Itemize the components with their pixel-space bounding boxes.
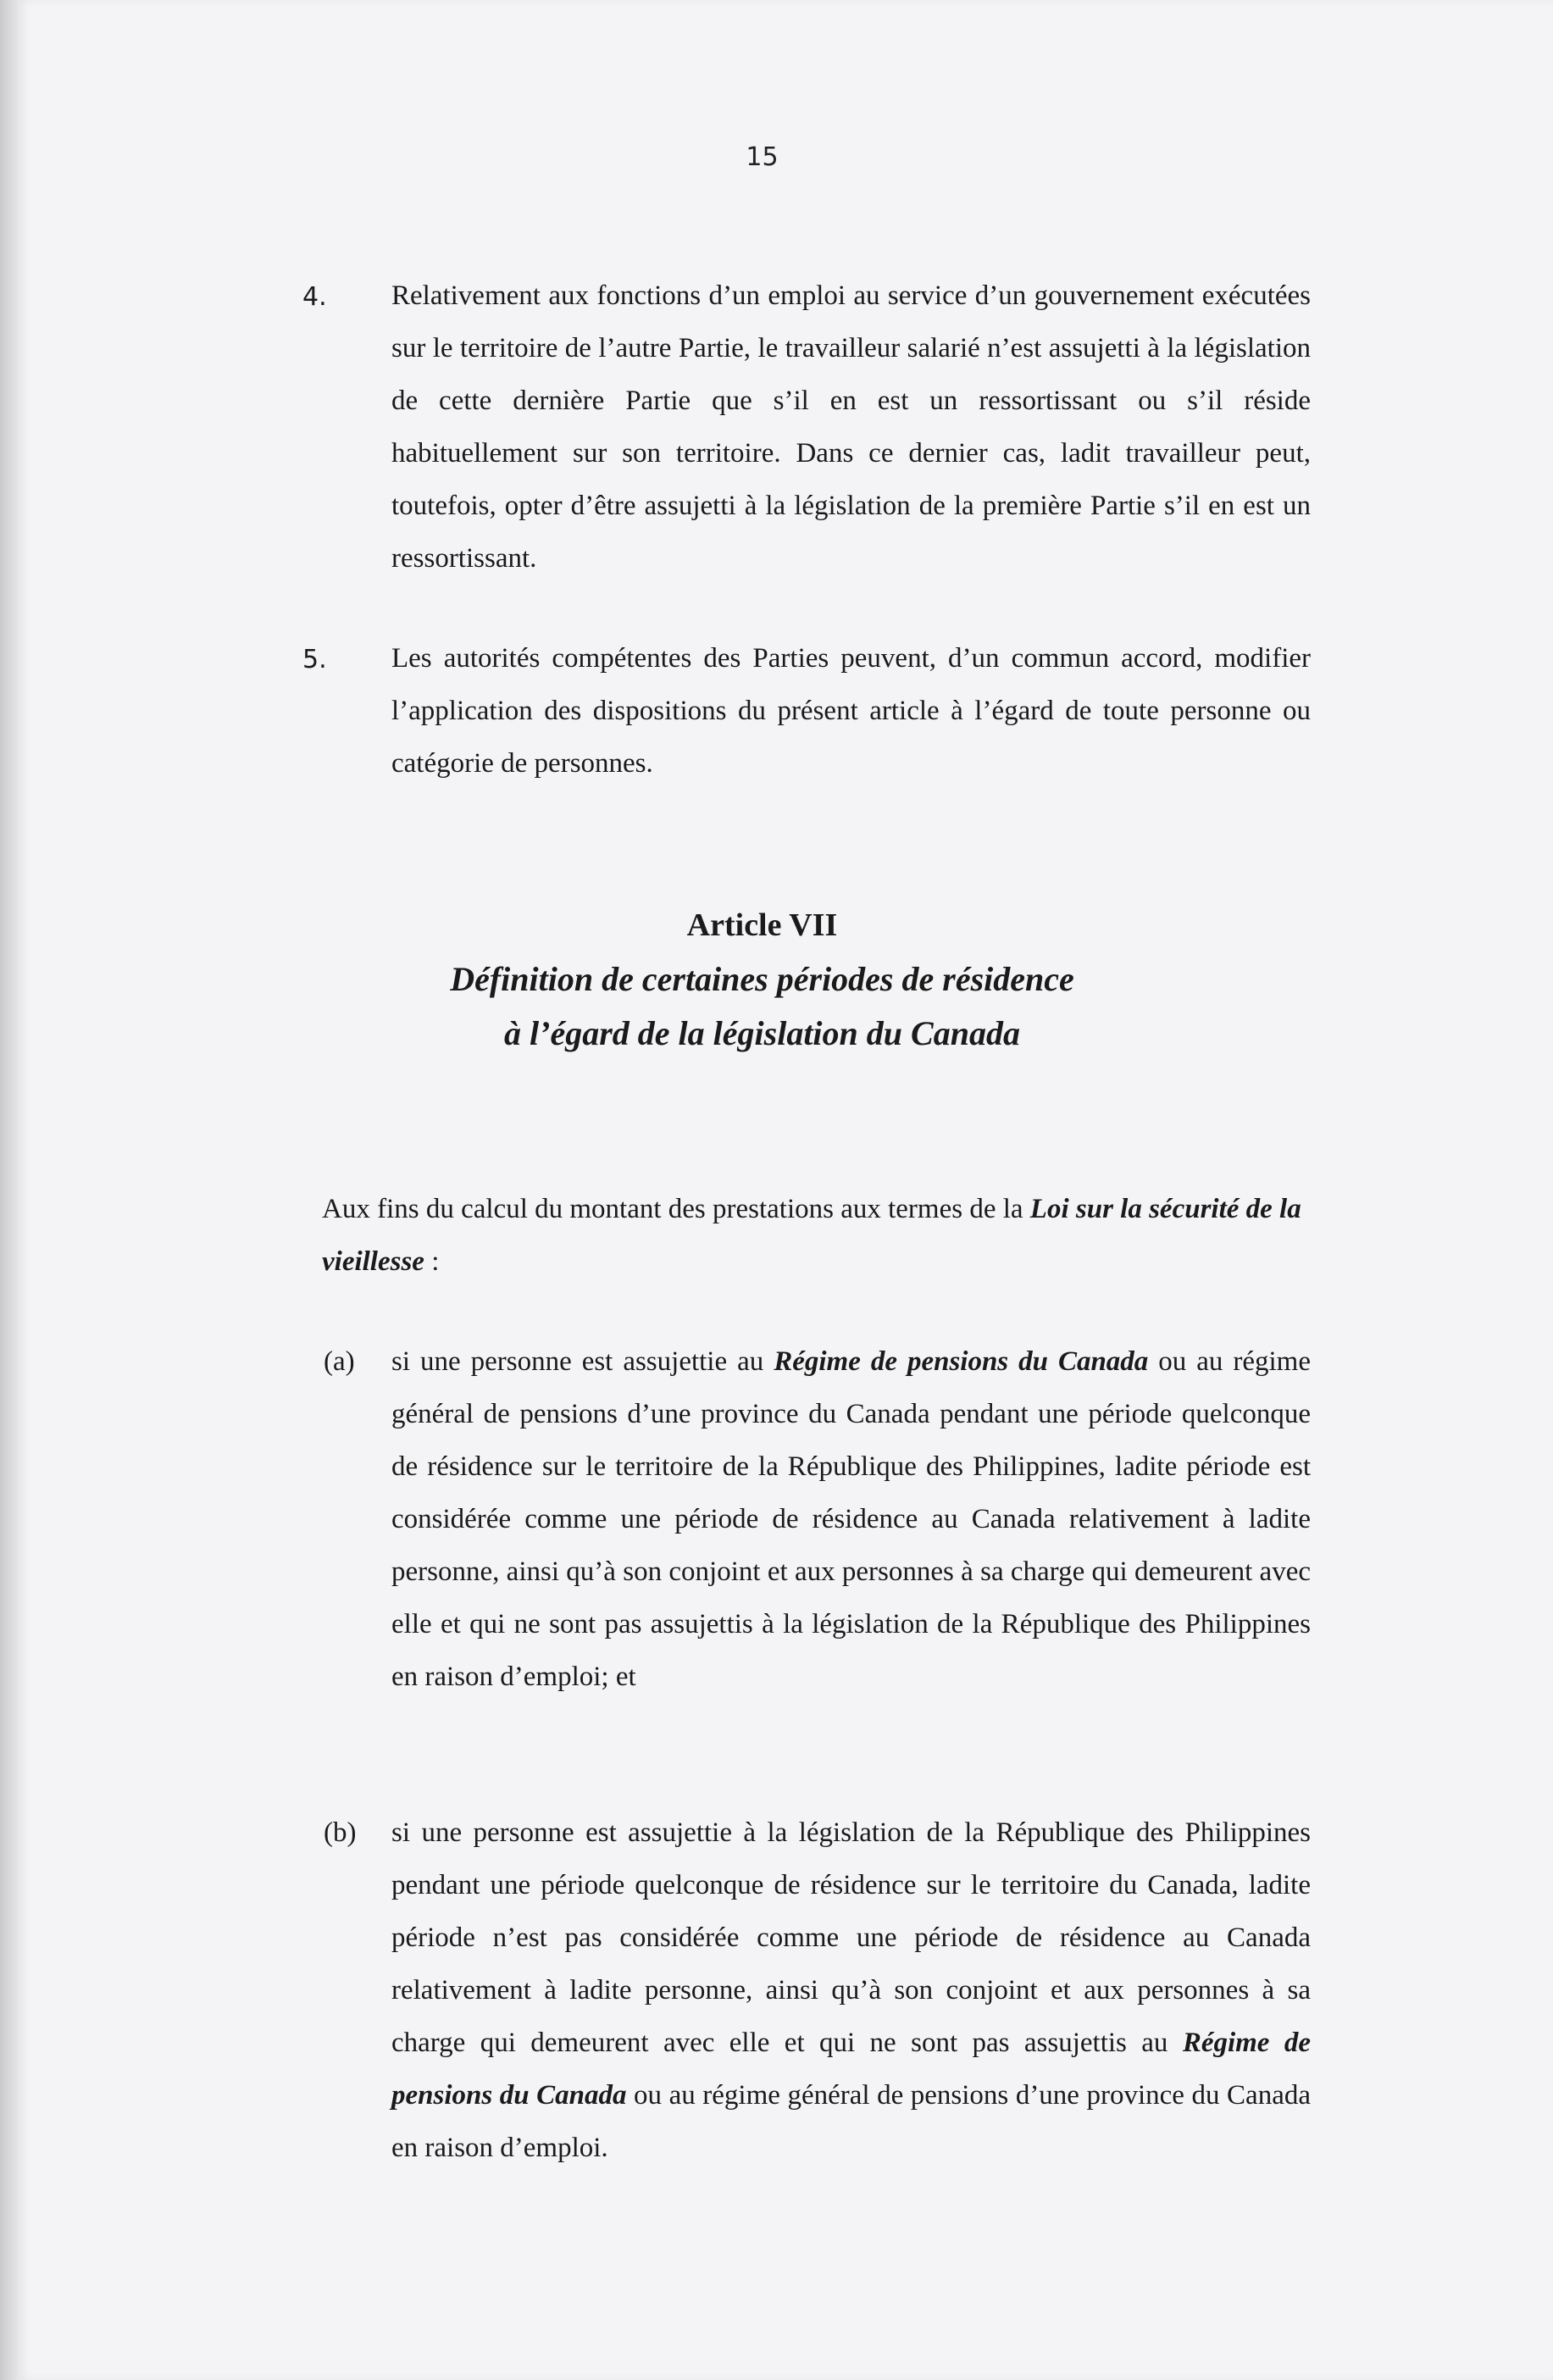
intro-sentence: [322, 1183, 1313, 1288]
paragraph-text: Les autorités compétentes des Parties peuvent, d’un commun accord, modifier l’application des dispositions du présent article à l’égard de toute personne ou catégorie de personnes.: [391, 643, 1311, 779]
plan-title: Régime de pensions du Canada: [391, 2028, 1311, 2111]
page-edge: [0, 0, 19, 2380]
intro-text-end: :: [424, 1246, 440, 1277]
paragraph-text: Relativement aux fonctions d’un emploi au service d’un gouvernement exécutées sur le territoire de l’autre Partie, le travailleur salarié n’est assujetti à la législation de cette dernière Partie que s’il en est un ressortissant ou s’il réside habituellement sur son territoire. Dans ce dernier cas, ladit travailleur peut, toutefois, opter d’être assujetti à la législation de la première Partie s’il en est un ressortissant.: [391, 280, 1311, 574]
plan-title: Régime de pensions du Canada: [774, 1346, 1149, 1377]
article-heading: [19, 898, 1506, 1061]
item-text-part: si une personne est assujettie au: [391, 1346, 774, 1377]
act-title: Loi sur la sécurité de la vieillesse: [322, 1194, 1301, 1277]
article-subtitle-line2: à l’égard de la législation du Canada: [504, 1014, 1020, 1052]
item-text-part: ou au régime général de pensions d’une province du Canada pendant une période quelconque de résidence sur le territoire de la République des Philippines, ladite période est considérée comme une période de résidence au Canada relativement à ladite personne, ainsi qu’à son conjoint et aux personnes à sa charge qui demeurent avec elle et qui ne sont pas assujettis à la législation de la République des Philippines en raison d’emploi; et: [391, 1346, 1311, 1692]
item-label: (a): [324, 1346, 355, 1377]
article-subtitle-line1: Définition de certaines périodes de résidence: [450, 960, 1074, 998]
intro-text: Aux fins du calcul du montant des prestations aux termes de la: [322, 1194, 1030, 1224]
paragraph-number: 5.: [302, 645, 327, 674]
item-text: [391, 1806, 1311, 2174]
item-text-part: ou au régime général de pensions d’une province du Canada en raison d’emploi.: [391, 2080, 1311, 2163]
paragraph-number: 4.: [302, 282, 327, 312]
item-label: (b): [324, 1817, 357, 1848]
item-text: [391, 1335, 1311, 1703]
page-number: 15: [746, 142, 779, 172]
article-title: Article VII: [686, 907, 838, 943]
document-page: [19, 0, 1553, 2380]
item-text-part: si une personne est assujettie à la législation de la République des Philippines pendant une période quelconque de résidence sur le territoire du Canada, ladite période n’est pas considérée comme une période de résidence au Canada relativement à ladite personne, ainsi qu’à son conjoint et aux personnes à sa charge qui demeurent avec elle et qui ne sont pas assujettis au: [391, 1817, 1311, 2058]
